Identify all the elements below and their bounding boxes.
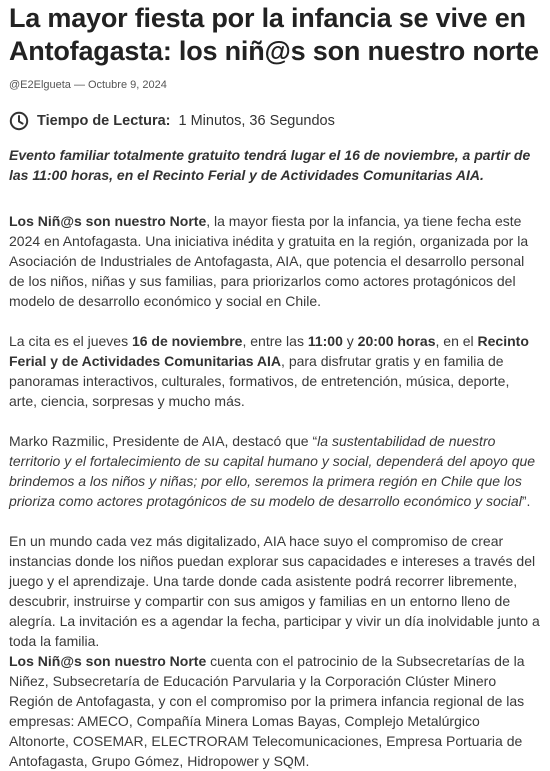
- paragraph-2-text-3: y: [342, 333, 358, 349]
- reading-time-value: 1 Minutos, 36 Segundos: [178, 113, 335, 129]
- article-title: La mayor fiesta por la infancia se vive en Antofagasta: los niñ@s son nuestro norte: [9, 3, 539, 66]
- start-time-bold: 11:00: [307, 333, 343, 349]
- reading-time-label: Tiempo de Lectura:: [37, 113, 171, 129]
- venue-bold: Recinto Ferial y de Actividades Comunitarias AIA: [9, 333, 529, 369]
- paragraph-2-text-2: , entre las: [242, 333, 308, 349]
- paragraph-4: En un mundo cada vez más digitalizado, AIA hace suyo el compromiso de crear instancias donde los niños puedan explorar sus capacidades e intereses a través del juego y el aprendizaje. Una tarde donde cada asistente podrá recorrer libremente, descubrir, instruirse y compartir con sus amigos y familias en un entorno lleno de alegría. La invitación es a agendar la fecha, participar y vivir un día inolvidable junto a toda la familia.: [9, 533, 540, 649]
- event-name-bold-2: Los Niñ@s son nuestro Norte: [9, 653, 207, 669]
- event-name-bold: Los Niñ@s son nuestro Norte: [9, 213, 207, 229]
- clock-icon: [9, 111, 29, 131]
- president-quote: la sustentabilidad de nuestro territorio y el fortalecimiento de su capital humano y social, dependerá del apoyo que brindemos a los niños y niñas; por ello, seremos la primera región en Chile que los prioriza como actores protagónicos de su modelo de desarrollo económico y social: [9, 433, 536, 509]
- paragraph-2-text-4: , en el: [435, 333, 478, 349]
- reading-time: [9, 111, 540, 131]
- paragraph-5-text: cuenta con el patrocinio de la Subsecretarías de la Niñez, Subsecretaría de Educación Parvularia y la Corporación Clúster Minero Región de Antofagasta, y con el compromiso por la primera infancia regional de las empresas: AMECO, Compañía Minera Lomas Bayas, Complejo Metalúrgico Altonorte, COSEMAR, ELECTRORAM Telecomunicaciones, Empresa Portuaria de Antofagasta, Grupo Gómez, Hidropower y SQM.: [9, 653, 525, 769]
- paragraph-2: [9, 331, 540, 411]
- paragraph-1: [9, 211, 540, 311]
- paragraph-1-text: , la mayor fiesta por la infancia, ya tiene fecha este 2024 en Antofagasta. Una iniciativa inédita y gratuita en la región, organizada por la Asociación de Industriales de Antofagasta, AIA, que potencia el desarrollo personal de los niños, niñas y sus familias, para priorizarlos como actores protagónicos del modelo de desarrollo económico y social en Chile.: [9, 213, 529, 309]
- author-link[interactable]: @E2Elgueta: [9, 79, 71, 91]
- paragraph-2-text-5: , para disfrutar gratis y en familia de panoramas interactivos, culturales, formativos, de entretención, música, deporte, arte, ciencia, sorpresas y mucho más.: [9, 353, 510, 409]
- publish-date: Octubre 9, 2024: [87, 79, 167, 91]
- article-meta: [9, 79, 540, 91]
- end-time-bold: 20:00 horas: [357, 333, 436, 349]
- paragraph-3: [9, 431, 540, 511]
- article-lead: Evento familiar totalmente gratuito tendrá lugar el 16 de noviembre, a partir de las 11:00 horas, en el Recinto Ferial y de Actividades Comunitarias AIA.: [9, 147, 531, 183]
- paragraph-5: [9, 651, 540, 771]
- event-date-bold: 16 de noviembre: [131, 333, 243, 349]
- paragraph-3-text-2: ”.: [521, 493, 531, 509]
- paragraph-2-text-1: La cita es el jueves: [9, 333, 132, 349]
- paragraph-3-text-1: Marko Razmilic, Presidente de AIA, destacó que “: [9, 433, 318, 449]
- meta-separator: —: [73, 79, 85, 91]
